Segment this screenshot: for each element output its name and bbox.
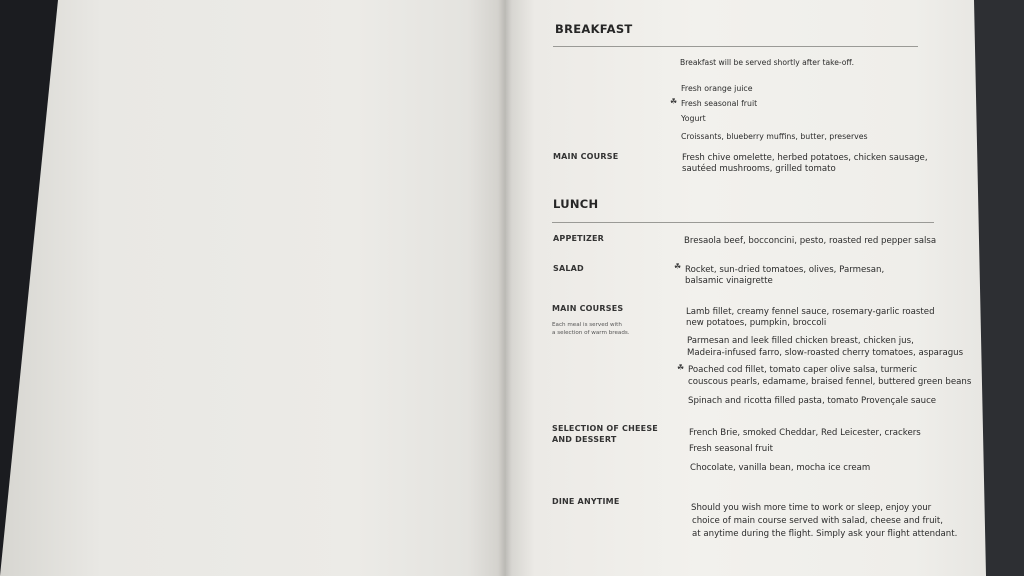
cheese-label: AND DESSERT [552,435,617,444]
breakfast-item: Croissants, blueberry muffins, butter, preserves [681,132,868,141]
appetizer-label: APPETIZER [553,234,605,243]
dine-anytime-line: choice of main course served with salad, cheese and fruit, [692,516,944,526]
breakfast-heading: BREAKFAST [555,22,633,36]
breakfast-main-line: sautéed mushrooms, grilled tomato [682,164,836,174]
main-course-line: new potatoes, pumpkin, broccoli [686,318,827,328]
breakfast-main-line: Fresh chive omelette, herbed potatoes, chicken sausage, [682,153,928,163]
leaf-icon: ☘ [670,97,678,106]
main-course-line: Spinach and ricotta filled pasta, tomato Provençale sauce [688,396,937,406]
cheese-label: SELECTION OF CHEESE [552,424,658,433]
salad-label: SALAD [553,264,584,273]
dine-anytime-line: at anytime during the flight. Simply ask your flight attendant. [692,529,958,539]
leaf-icon: ☘ [677,363,685,372]
salad-line: Rocket, sun-dried tomatoes, olives, Parmesan, [685,265,885,275]
main-course-line: Lamb fillet, creamy fennel sauce, rosemary-garlic roasted [686,307,935,317]
dine-anytime-line: Should you wish more time to work or sleep, enjoy your [691,503,932,513]
appetizer-item: Bresaola beef, bocconcini, pesto, roasted red pepper salsa [684,236,937,246]
cheese-item: Chocolate, vanilla bean, mocha ice cream [690,463,871,473]
book-gutter [498,0,512,576]
main-courses-note: a selection of warm breads. [552,330,630,336]
menu-left-page [0,0,508,576]
breakfast-rule [553,46,918,47]
main-courses-label: MAIN COURSES [552,304,624,313]
main-course-line: Parmesan and leek filled chicken breast, chicken jus, [687,336,914,346]
dine-anytime-label: DINE ANYTIME [552,497,620,506]
leaf-icon: ☘ [674,262,682,271]
cheese-item: Fresh seasonal fruit [689,444,773,454]
breakfast-intro: Breakfast will be served shortly after take-off. [680,58,855,67]
breakfast-item: Yogurt [681,114,706,123]
main-course-line: Madeira-infused farro, slow-roasted cherry tomatoes, asparagus [687,348,964,358]
breakfast-item: Fresh seasonal fruit [681,99,758,108]
breakfast-item: Fresh orange juice [681,84,753,93]
main-course-line: Poached cod fillet, tomato caper olive salsa, turmeric [688,365,918,375]
main-course-line: couscous pearls, edamame, braised fennel, buttered green beans [688,377,972,387]
breakfast-main-label: MAIN COURSE [553,152,619,161]
lunch-rule [552,222,934,223]
salad-line: balsamic vinaigrette [685,276,773,286]
main-courses-note: Each meal is served with [552,322,622,328]
cheese-item: French Brie, smoked Cheddar, Red Leicester, crackers [689,428,921,438]
lunch-heading: LUNCH [553,197,599,211]
